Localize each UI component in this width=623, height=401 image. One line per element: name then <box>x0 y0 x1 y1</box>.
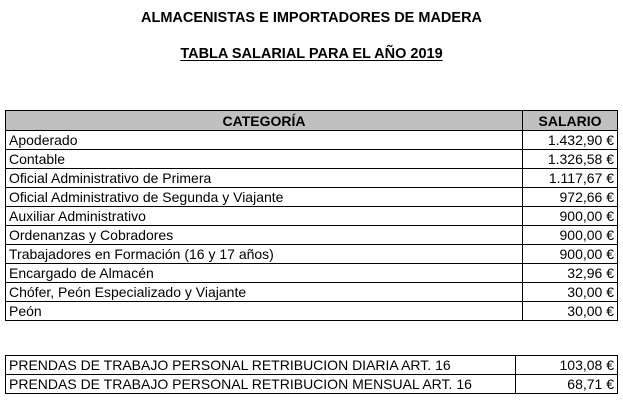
clothing-allowance-table <box>5 355 618 394</box>
table-row <box>6 283 618 302</box>
salary-cell: 1.117,67 € <box>523 169 618 188</box>
category-cell: Contable <box>6 150 523 169</box>
salary-cell: 30,00 € <box>523 283 618 302</box>
salary-cell: 900,00 € <box>523 226 618 245</box>
category-cell: Oficial Administrativo de Segunda y Viajante <box>6 188 523 207</box>
category-cell: Apoderado <box>6 131 523 150</box>
salary-table <box>5 110 618 321</box>
table-row <box>6 150 618 169</box>
salary-cell: 1.326,58 € <box>523 150 618 169</box>
document-subtitle <box>0 46 623 62</box>
document-title: ALMACENISTAS E IMPORTADORES DE MADERA <box>140 10 483 26</box>
category-cell: Oficial Administrativo de Primera <box>6 169 523 188</box>
category-cell: Ordenanzas y Cobradores <box>6 226 523 245</box>
amount-cell: 68,71 € <box>516 375 618 394</box>
salary-cell: 1.432,90 € <box>523 131 618 150</box>
category-cell: Encargado de Almacén <box>6 264 523 283</box>
table-row <box>6 188 618 207</box>
table-row <box>6 375 618 394</box>
column-header-category: CATEGORÍA <box>6 111 523 131</box>
table-row <box>6 245 618 264</box>
table-row <box>6 169 618 188</box>
concept-cell: PRENDAS DE TRABAJO PERSONAL RETRIBUCION MENSUAL ART. 16 <box>6 375 516 394</box>
table-row <box>6 264 618 283</box>
salary-cell: 900,00 € <box>523 207 618 226</box>
salary-cell: 972,66 € <box>523 188 618 207</box>
column-header-salary: SALARIO <box>523 111 618 131</box>
category-cell: Peón <box>6 302 523 321</box>
category-cell: Trabajadores en Formación (16 y 17 años) <box>6 245 523 264</box>
salary-cell: 900,00 € <box>523 245 618 264</box>
salary-cell: 32,96 € <box>523 264 618 283</box>
table-row <box>6 131 618 150</box>
category-cell: Auxiliar Administrativo <box>6 207 523 226</box>
salary-table-header <box>6 111 618 131</box>
category-cell: Chófer, Peón Especializado y Viajante <box>6 283 523 302</box>
subtitle-text: TABLA SALARIAL PARA EL AÑO 2019 <box>180 46 443 62</box>
table-row <box>6 302 618 321</box>
concept-cell: PRENDAS DE TRABAJO PERSONAL RETRIBUCION DIARIA ART. 16 <box>6 356 516 375</box>
amount-cell: 103,08 € <box>516 356 618 375</box>
table-row <box>6 226 618 245</box>
salary-cell: 30,00 € <box>523 302 618 321</box>
table-row <box>6 207 618 226</box>
table-row <box>6 356 618 375</box>
